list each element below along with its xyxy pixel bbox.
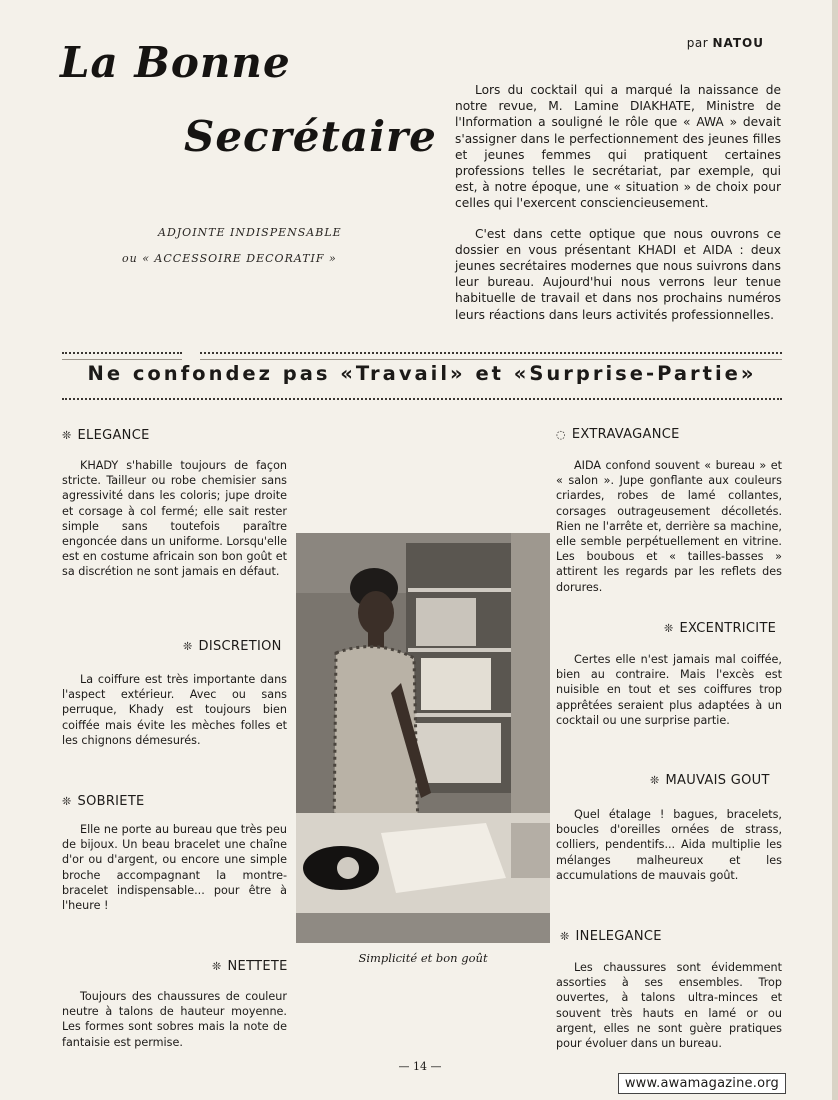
snowflake-icon: ❊: [62, 429, 72, 442]
section-heading: [650, 773, 770, 788]
article-title: [60, 38, 437, 178]
section-title: INELEGANCE: [575, 929, 662, 944]
section-title: EXTRAVAGANCE: [571, 427, 680, 442]
section-body: [62, 672, 287, 748]
section-title: SOBRIETE: [77, 794, 145, 809]
title-line-2: Secrétaire: [184, 112, 437, 161]
desk-front: [296, 913, 550, 943]
intro-paragraph-1: Lors du cocktail qui a marqué la naissance de notre revue, M. Lamine DIAKHATE, Ministre de l'Information a souligné le rôle que « AWA » devait s'assigner dans le perfectionnement des jeunes filles et jeunes femmes qui pratiquent certaines professions telles le secrétariat, par exemple, qui est, à notre époque, une « situation » de choix pour celles qui l'exercent consciencieusement.: [455, 83, 781, 211]
section-heading: [183, 639, 282, 654]
divider-left: [62, 352, 182, 360]
section-paragraph: Toujours des chaussures de couleur neutre à talons de hauteur moyenne. Les formes sont sobres mais la note de fantaisie est permise.: [62, 990, 287, 1049]
section-body: [556, 458, 782, 595]
section-heading: [556, 427, 680, 442]
watermark-link[interactable]: www.awamagazine.org: [618, 1073, 786, 1094]
photo-caption: Simplicité et bon goût: [358, 951, 488, 965]
section-body: [556, 652, 782, 728]
photo-illustration: [296, 533, 550, 943]
section-title: NETTETE: [227, 959, 288, 974]
section-heading: [560, 929, 662, 944]
section-body: [62, 989, 287, 1050]
page-number: — 14 —: [398, 1060, 442, 1073]
intro-paragraph-2: C'est dans cette optique que nous ouvrons ce dossier en vous présentant KHADI et AIDA : deux jeunes secrétaires modernes que nous suivrons dans leur bureau. Aujourd'hui nous verrons leur tenue habituelle de travail et dans nos prochains numéros leurs réactions dans leurs activités professionnelles.: [455, 226, 781, 322]
section-title: ELEGANCE: [77, 428, 150, 443]
intro-text: [455, 82, 781, 337]
snowflake-icon: ❊: [212, 960, 222, 973]
section-paragraph: Quel étalage ! bagues, bracelets, boucles d'oreilles ornées de strass, colliers, pendentifs... Aida multiplie les mélanges malheureux et les accumulations de mauvais goût.: [556, 808, 782, 882]
section-paragraph: La coiffure est très importante dans l'aspect extérieur. Avec ou sans perruque, Khady est toujours bien coiffée mais évite les mèches folles et les chignons démesurés.: [62, 673, 287, 747]
papers: [421, 658, 491, 710]
section-paragraph: Elle ne porte au bureau que très peu de bijoux. Un beau bracelet une chaîne d'or ou d'argent, ou encore une simple broche accompagnant la montre-bracelet indispensable... pour être à l'heure !: [62, 823, 287, 913]
snowflake-icon: ❊: [650, 774, 660, 787]
section-paragraph: AIDA confond souvent « bureau » et « salon ». Jupe gonflante aux couleurs criardes, robes de lamé collantes, corsages outrageusement décolletés. Rien ne l'arrête et, derrière sa machine, elle semble perpétuellement en vitrine. Les boubous et « tailles-basses » attirent les regards par les reflets des dorures.: [556, 459, 782, 594]
section-body: [556, 807, 782, 883]
author-credit: [687, 36, 764, 50]
snowflake-icon: ❊: [62, 795, 72, 808]
shelf: [408, 588, 514, 592]
telephone-dial: [337, 857, 359, 879]
files: [416, 598, 476, 646]
tagline-1: ADJOINTE INDISPENSABLE: [158, 226, 342, 239]
section-heading: [664, 621, 776, 636]
section-body: [62, 822, 287, 913]
section-paragraph: Certes elle n'est jamais mal coiffée, bien au contraire. Mais l'excès est nuisible en tout et ses coiffures trop apprêtées seraient plus adaptées à un cocktail ou une surprise partie.: [556, 653, 782, 727]
page-edge: [832, 0, 838, 1100]
divider-right: [200, 352, 782, 360]
author-prefix: par: [686, 36, 709, 50]
section-headline: Ne confondez pas «Travail» et «Surprise-Partie»: [87, 362, 757, 385]
section-paragraph: Les chaussures sont évidemment assorties à ses ensembles. Trop ouvertes, à talons ultra-minces et souvent très hauts en lamé or ou argent, elles ne sont guère pratiques pour évoluer dans un bureau.: [556, 961, 782, 1051]
snowflake-icon: ❊: [560, 930, 570, 943]
window: [511, 533, 550, 833]
author-name: NATOU: [712, 36, 764, 50]
section-heading: [62, 428, 150, 443]
section-heading: [212, 959, 288, 974]
shelf: [408, 713, 514, 717]
section-paragraph: KHADY s'habille toujours de façon stricte. Tailleur ou robe chemisier sans agressivité dans les coloris; jupe droite et corsage à col fermé; elle sait rester simple sans toutefois paraître engoncée dans un uniforme. Lorsqu'elle est en costume africain son bon goût et sa discrétion ne sont jamais en défaut.: [62, 459, 287, 579]
divider-bottom: [62, 398, 782, 403]
snowflake-icon: ❊: [183, 640, 193, 653]
section-body: [62, 458, 287, 580]
section-title: EXCENTRICITE: [679, 621, 777, 636]
snowflake-icon: ❊: [664, 622, 674, 635]
title-line-1: La Bonne: [60, 38, 291, 87]
tagline-2: ou « ACCESSOIRE DECORATIF »: [122, 252, 337, 265]
section-title: MAUVAIS GOUT: [665, 773, 770, 788]
section-body: [556, 960, 782, 1051]
typewriter: [511, 823, 550, 878]
face: [358, 591, 394, 635]
secretary-photo: [296, 533, 550, 943]
section-title: DISCRETION: [198, 639, 282, 654]
dotted-circle-icon: ◌: [556, 428, 566, 441]
section-heading: [62, 794, 145, 809]
shelf: [408, 648, 514, 652]
